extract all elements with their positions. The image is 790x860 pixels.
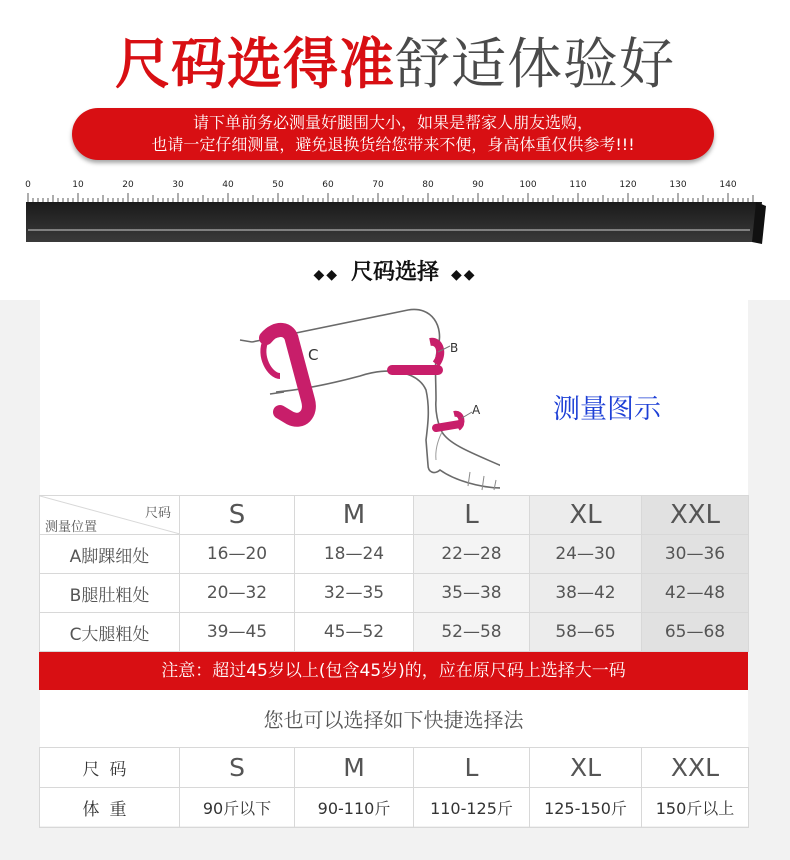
table-cell: 38—42 [530, 574, 642, 613]
headline [0, 28, 790, 100]
row-label: C大腿粗处 [40, 613, 180, 652]
ruler-label: 10 [72, 180, 84, 190]
size-header: XL [530, 496, 642, 535]
table-row [40, 535, 749, 574]
headline-grey: 舒适体验好 [395, 32, 676, 96]
weight-row [40, 788, 749, 828]
label-c: C [308, 346, 319, 364]
ruler-label: 20 [122, 180, 134, 190]
diagram-caption: 测量图示 [553, 394, 661, 425]
ruler [0, 172, 790, 252]
ruler-label: 120 [619, 180, 637, 190]
notice-line-1: 请下单前务必测量好腿围大小，如果是帮家人朋友选购， [192, 113, 593, 132]
table-cell: 39—45 [180, 613, 295, 652]
table-row [40, 574, 749, 613]
weight-cell: 150斤以上 [642, 788, 749, 828]
ruler-ticks [28, 193, 753, 202]
size-header: S [180, 496, 295, 535]
notice-pill [72, 108, 714, 160]
ruler-label: 0 [25, 180, 31, 190]
table-cell: 42—48 [642, 574, 749, 613]
ruler-label: 70 [372, 180, 384, 190]
leg-diagram [40, 300, 500, 495]
weight-cell: 90-110斤 [295, 788, 414, 828]
diamond-right-icon: ◆◆ [451, 267, 477, 283]
table-cell: 35—38 [414, 574, 530, 613]
weight-row-label: 体重 [40, 788, 180, 828]
corner-top: 尺码 [144, 506, 171, 521]
ruler-label: 130 [669, 180, 687, 190]
table-cell: 24—30 [530, 535, 642, 574]
diamond-left-icon: ◆◆ [313, 267, 339, 283]
row-label: A脚踝细处 [40, 535, 180, 574]
ruler-label: 30 [172, 180, 184, 190]
ruler-label: 140 [719, 180, 737, 190]
table-cell: 58—65 [530, 613, 642, 652]
size-cell: S [180, 748, 295, 788]
table-cell: 22—28 [414, 535, 530, 574]
ruler-label: 50 [272, 180, 284, 190]
ruler-label: 90 [472, 180, 484, 190]
notice-line-2: 也请一定仔细测量，避免退换货给您带来不便，身高体重仅供参考!!! [151, 135, 635, 154]
table-cell: 20—32 [180, 574, 295, 613]
corner-cell [40, 496, 180, 535]
corner-bottom: 测量位置 [45, 520, 98, 535]
headline-red: 尺码选得准 [114, 32, 395, 96]
ruler-label: 110 [569, 180, 587, 190]
size-table [39, 495, 749, 652]
label-a: A [472, 403, 481, 417]
table-cell: 32—35 [295, 574, 414, 613]
section-title [0, 256, 790, 292]
ruler-labels [25, 180, 737, 190]
alt-method-text: 您也可以选择如下快捷选择法 [263, 708, 524, 732]
section-title-text: 尺码选择 [350, 260, 439, 285]
leader-a [462, 412, 472, 418]
row-label: B腿肚粗处 [40, 574, 180, 613]
ruler-bar [26, 202, 762, 242]
label-b: B [450, 341, 459, 355]
size-row-label: 尺码 [40, 748, 180, 788]
size-header: XXL [642, 496, 749, 535]
table-cell: 45—52 [295, 613, 414, 652]
table-cell: 52—58 [414, 613, 530, 652]
table-cell: 16—20 [180, 535, 295, 574]
ankle-shade [436, 432, 442, 460]
weight-table [39, 747, 749, 828]
ruler-label: 80 [422, 180, 434, 190]
size-header: L [414, 496, 530, 535]
ankle-band [436, 424, 460, 428]
weight-size-row [40, 748, 749, 788]
age-note: 注意：超过45岁以上(包含45岁)的，应在原尺码上选择大一码 [39, 652, 748, 690]
table-cell: 30—36 [642, 535, 749, 574]
thigh-band-inner [263, 340, 280, 376]
ruler-label: 40 [222, 180, 234, 190]
weight-cell: 90斤以下 [180, 788, 295, 828]
weight-cell: 125-150斤 [530, 788, 642, 828]
size-cell: XXL [642, 748, 749, 788]
size-cell: M [295, 748, 414, 788]
table-cell: 65—68 [642, 613, 749, 652]
ruler-label: 100 [519, 180, 537, 190]
ruler-label: 60 [322, 180, 334, 190]
calf-band-back [430, 342, 440, 364]
size-header: M [295, 496, 414, 535]
table-row [40, 613, 749, 652]
size-header-row [40, 496, 749, 535]
size-cell: L [414, 748, 530, 788]
weight-cell: 110-125斤 [414, 788, 530, 828]
table-cell: 18—24 [295, 535, 414, 574]
size-cell: XL [530, 748, 642, 788]
